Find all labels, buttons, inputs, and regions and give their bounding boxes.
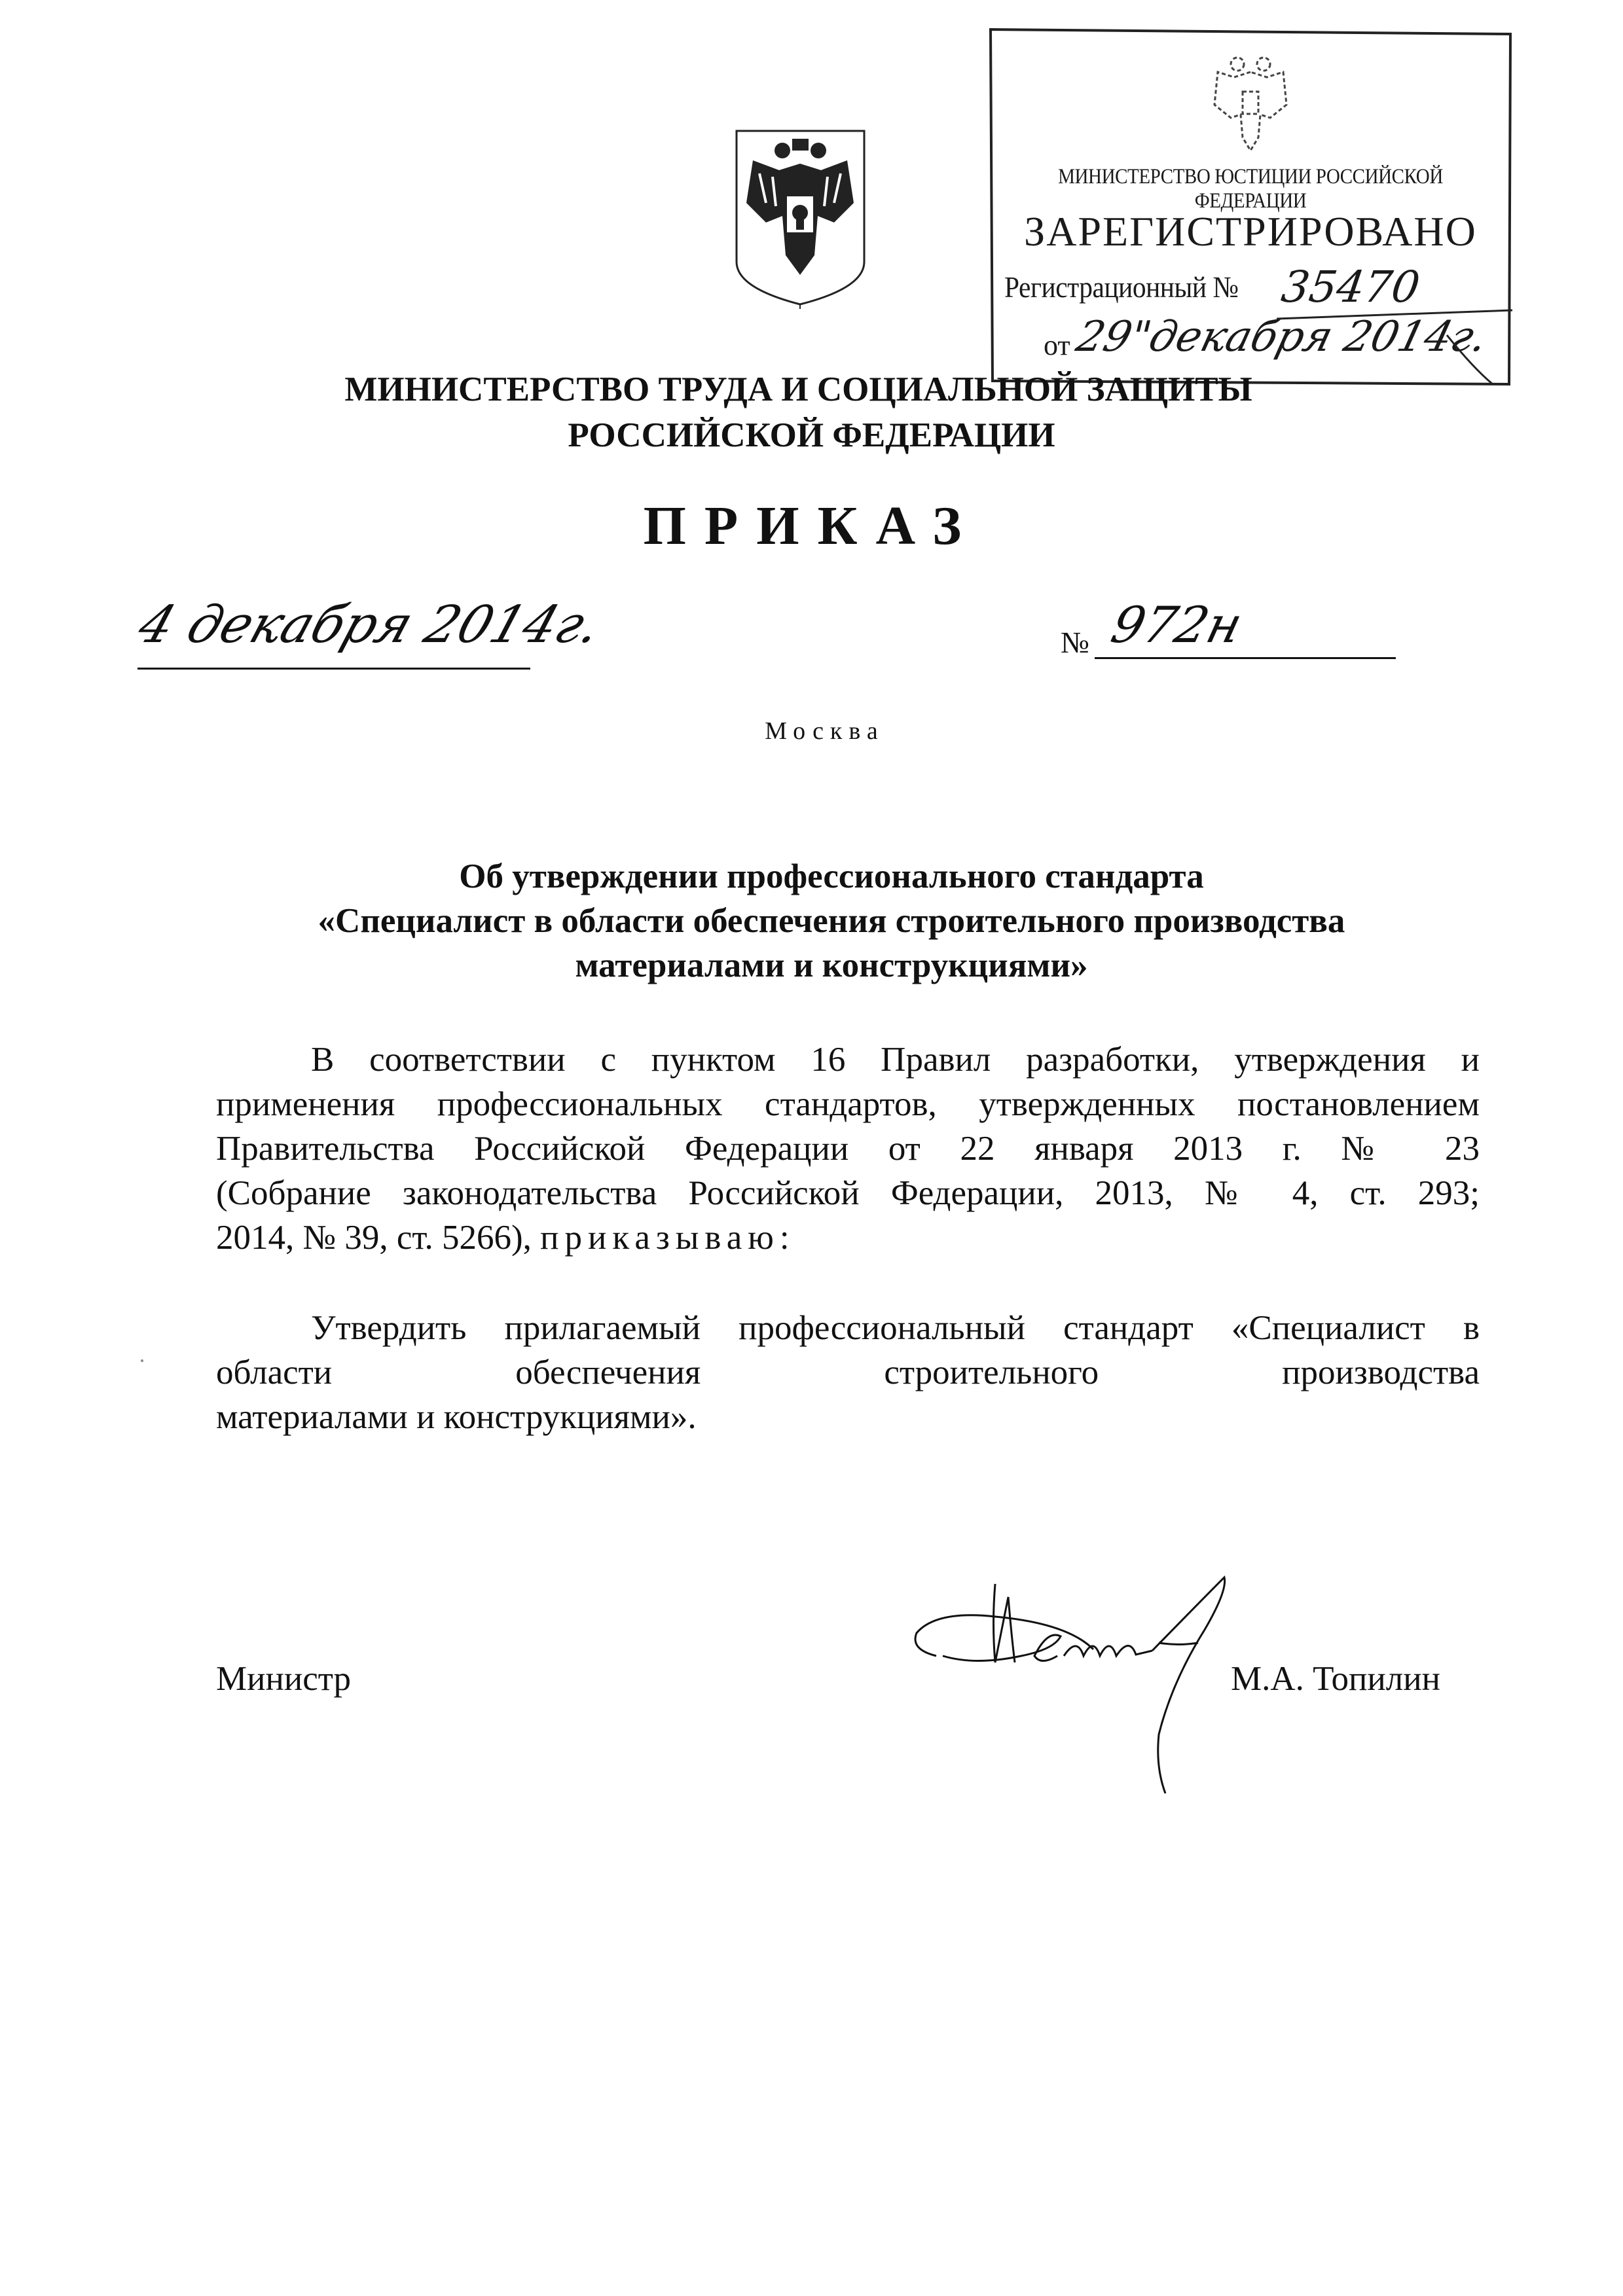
scan-speck — [141, 1359, 143, 1362]
order-date: 4 декабря 2014г. — [131, 596, 609, 655]
subject-line-3: материалами и конструкциями» — [575, 946, 1088, 984]
stamp-reg-number-label: Регистрационный № — [1004, 270, 1239, 304]
preamble-line-3: Правительства Российской Федерации от 22 января 2013 г. № 23 — [216, 1130, 1480, 1168]
preamble-line-5 — [216, 1215, 1480, 1260]
preamble-line-2: применения профессиональных стандартов, утвержденных постановлением — [216, 1085, 1480, 1123]
ministry-line-2: РОССИЙСКОЙ ФЕДЕРАЦИИ — [568, 416, 1055, 454]
ministry-line-1: МИНИСТЕРСТВО ТРУДА И СОЦИАЛЬНОЙ ЗАЩИТЫ — [344, 370, 1252, 408]
stamp-date-value: 29"декабря 2014г. — [1071, 313, 1493, 361]
stamp-status: ЗАРЕГИСТРИРОВАНО — [1024, 208, 1477, 255]
order-subject — [216, 854, 1447, 988]
stamp-date-prefix: от — [1044, 329, 1070, 361]
city: Москва — [765, 717, 884, 745]
paragraph-decision — [216, 1306, 1480, 1439]
order-number-underline — [1095, 657, 1396, 659]
decision-line-1: Утвердить прилагаемый профессиональный стандарт «Специалист в — [311, 1309, 1480, 1347]
subject-line-2: «Специалист в области обеспечения строительного производства — [318, 902, 1345, 940]
paragraph-preamble — [216, 1037, 1480, 1260]
handwritten-signature — [897, 1558, 1264, 1806]
preamble-line-5-citation: 2014, № 39, ст. 5266), — [216, 1219, 532, 1257]
signatory-title: Министр — [216, 1660, 352, 1698]
subject-line-1: Об утверждении профессионального стандарта — [459, 857, 1204, 895]
decision-line-3: материалами и конструкциями». — [216, 1398, 697, 1436]
stamp-ministry-name: МИНИСТЕРСТВО ЮСТИЦИИ РОССИЙСКОЙ ФЕДЕРАЦИИ — [1058, 165, 1443, 213]
order-number-label: № — [1061, 626, 1089, 659]
stamp-handwriting-underline — [989, 27, 1512, 386]
signatory-name: М.А. Топилин — [1231, 1660, 1440, 1698]
ministry-header — [0, 367, 1623, 458]
decision-line-2: области обеспечения строительного производства — [216, 1354, 1480, 1391]
order-number-value: 972н — [1105, 596, 1249, 654]
document-type-title: ПРИКАЗ — [643, 495, 980, 556]
preamble-order-word: приказываю: — [540, 1219, 795, 1257]
preamble-line-1: В соответствии с пунктом 16 Правил разработки, утверждения и — [311, 1041, 1480, 1079]
registration-stamp — [989, 27, 1512, 386]
preamble-line-4: (Собрание законодательства Российской Федерации, 2013, № 4, ст. 293; — [216, 1174, 1480, 1212]
order-date-underline — [137, 668, 530, 670]
coat-of-arms-icon — [727, 124, 874, 311]
stamp-reg-number-value: 35470 — [1278, 262, 1423, 312]
